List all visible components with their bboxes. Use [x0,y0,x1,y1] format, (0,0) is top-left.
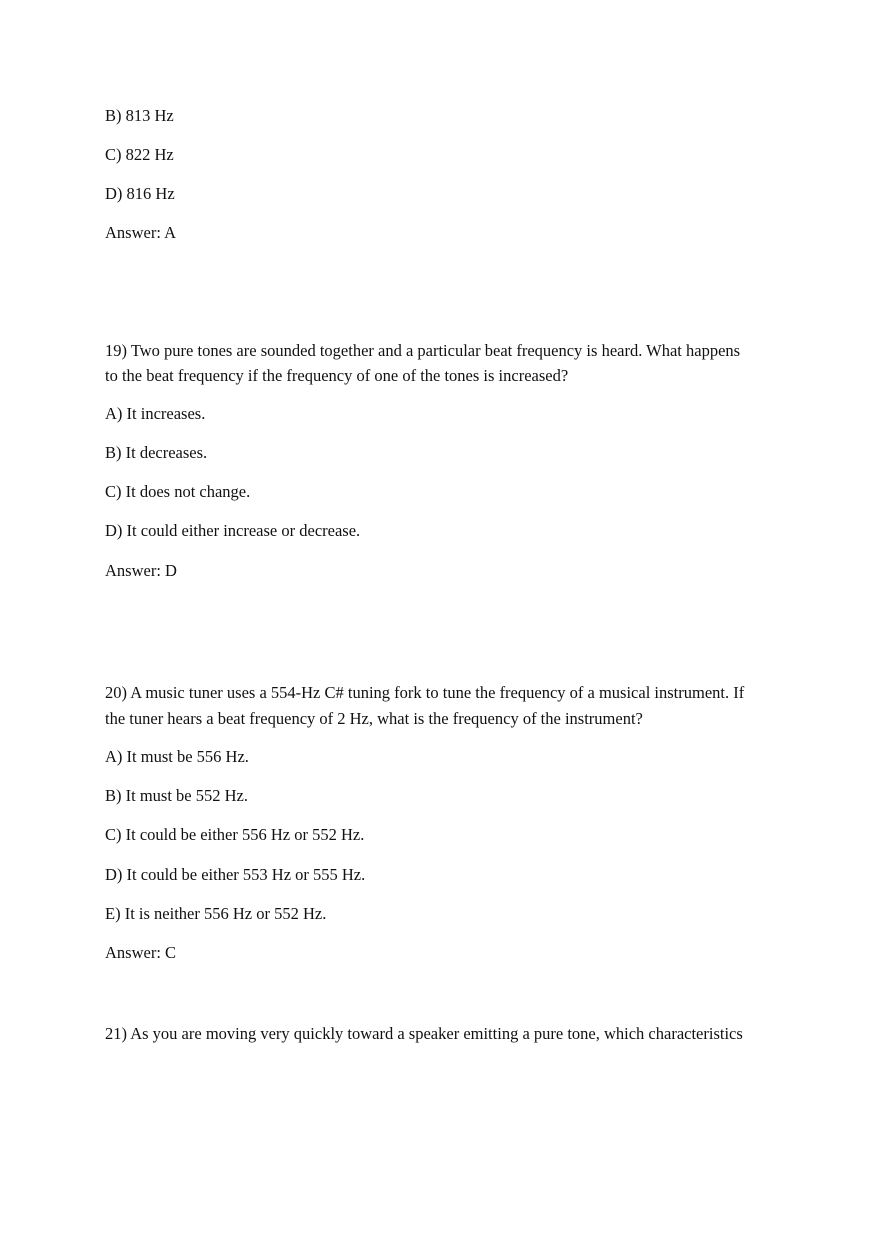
question-21-stem: 21) As you are moving very quickly toward a speaker emitting a pure tone, which characteristics [105,1024,743,1043]
q20-choice-e: E) It is neither 556 Hz or 552 Hz. [105,904,327,923]
question-19-stem: 19) Two pure tones are sounded together and a particular beat frequency is heard. What happens [105,341,741,360]
question-20-stem: 20) A music tuner uses a 554-Hz C# tuning fork to tune the frequency of a musical instrument. If [105,683,745,702]
q20-choice-c: C) It could be either 556 Hz or 552 Hz. [105,825,365,844]
q19-choice-d: D) It could either increase or decrease. [105,521,361,540]
q20-choice-b: B) It must be 552 Hz. [105,786,248,805]
answer: Answer: A [105,223,177,242]
question-20-stem-cont: the tuner hears a beat frequency of 2 Hz, what is the frequency of the instrument? [105,709,643,728]
q20-answer: Answer: C [105,943,177,962]
question-19-stem-cont: to the beat frequency if the frequency of one of the tones is increased? [105,366,569,385]
q20-choice-d: D) It could be either 553 Hz or 555 Hz. [105,865,366,884]
q19-answer: Answer: D [105,561,177,580]
q19-choice-b: B) It decreases. [105,443,208,462]
choice-d: D) 816 Hz [105,184,175,203]
q19-choice-a: A) It increases. [105,404,206,423]
q20-choice-a: A) It must be 556 Hz. [105,747,249,766]
q19-choice-c: C) It does not change. [105,482,251,501]
choice-b: B) 813 Hz [105,106,174,125]
choice-c: C) 822 Hz [105,145,174,164]
